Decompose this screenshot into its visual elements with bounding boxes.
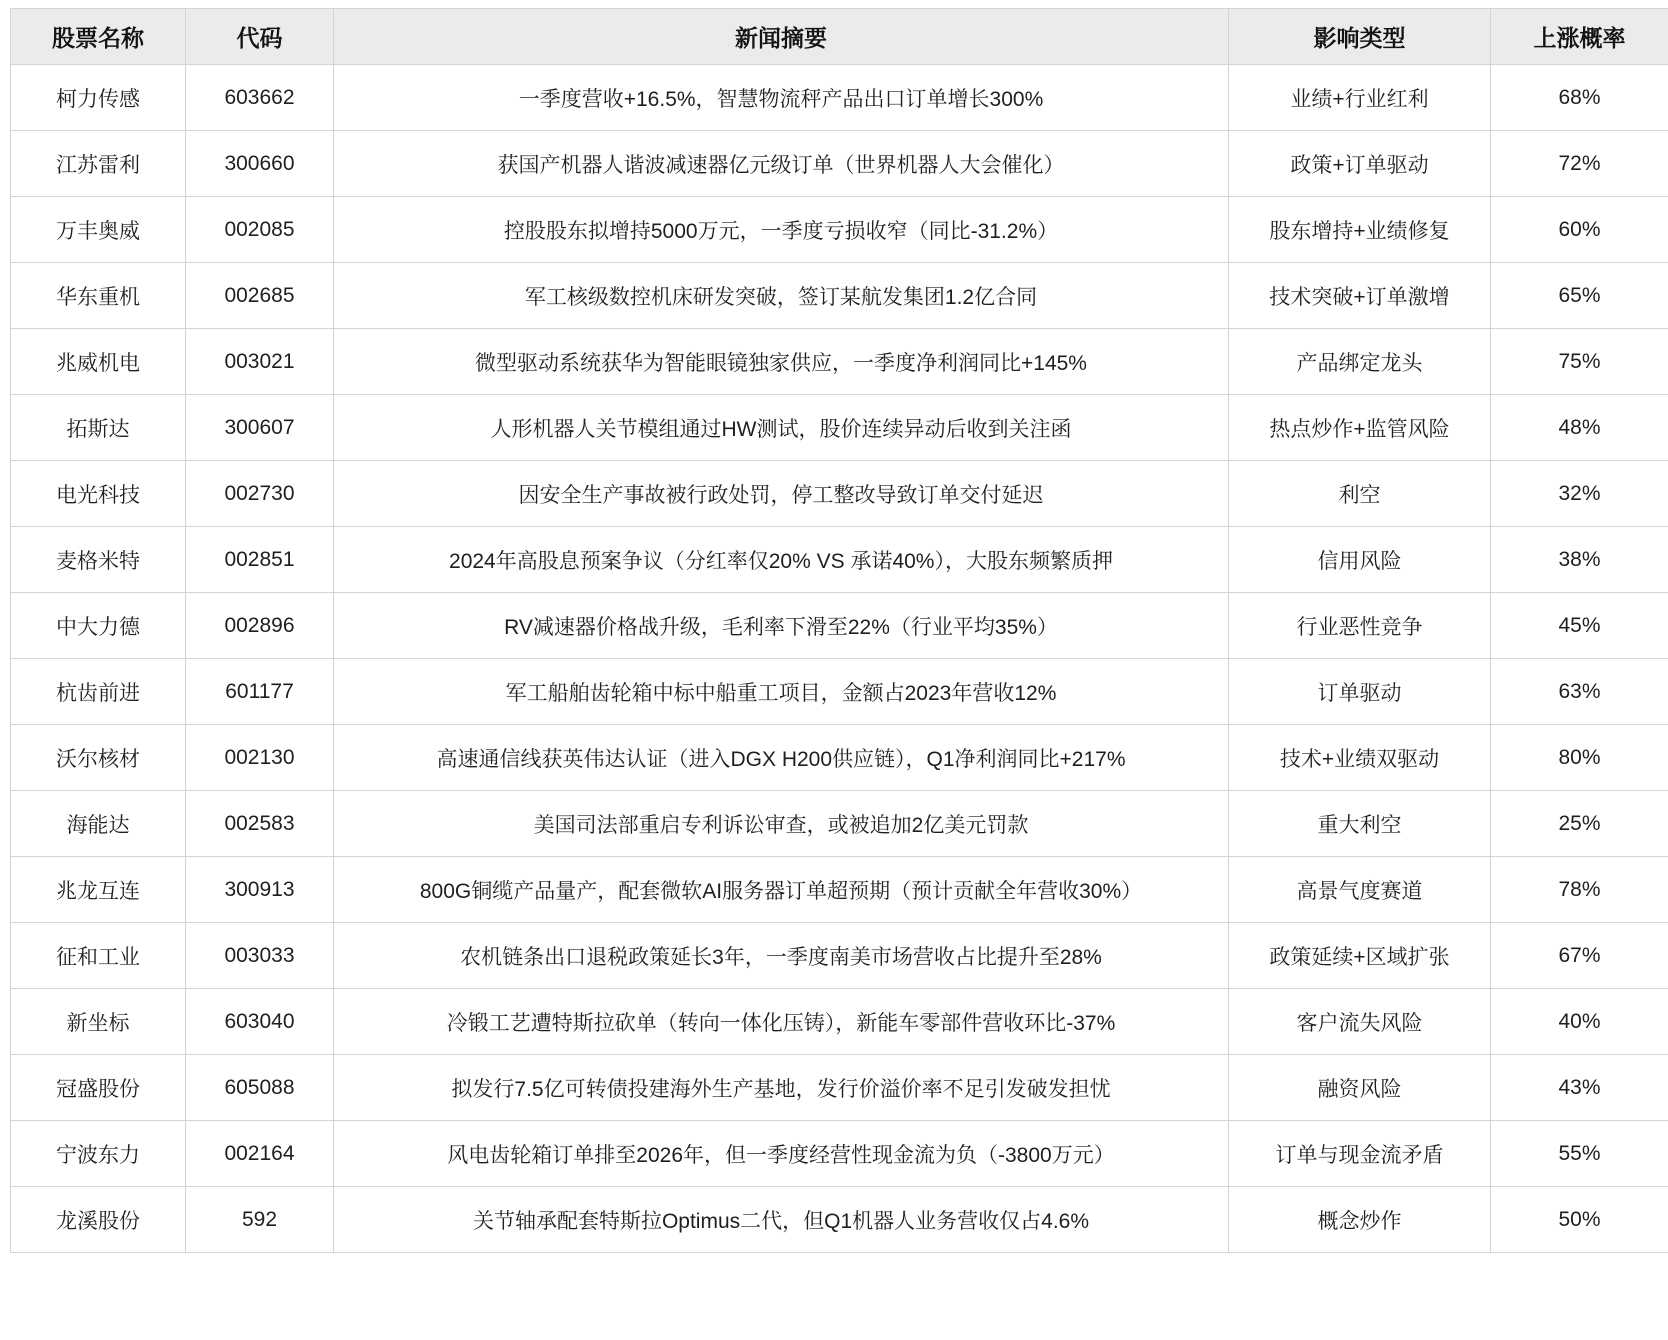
code-cell: 002085 bbox=[186, 197, 334, 263]
probability-cell: 25% bbox=[1491, 791, 1668, 857]
news-cell: 控股股东拟增持5000万元，一季度亏损收窄（同比-31.2%） bbox=[334, 197, 1229, 263]
code-cell: 605088 bbox=[186, 1055, 334, 1121]
table-row bbox=[11, 1187, 1668, 1253]
code-cell: 601177 bbox=[186, 659, 334, 725]
table-row bbox=[11, 923, 1668, 989]
probability-cell: 72% bbox=[1491, 131, 1668, 197]
probability-cell: 45% bbox=[1491, 593, 1668, 659]
probability-cell: 68% bbox=[1491, 65, 1668, 131]
news-cell: 冷锻工艺遭特斯拉砍单（转向一体化压铸），新能车零部件营收环比-37% bbox=[334, 989, 1229, 1055]
news-cell: 军工船舶齿轮箱中标中船重工项目，金额占2023年营收12% bbox=[334, 659, 1229, 725]
name-cell: 海能达 bbox=[11, 791, 186, 857]
table-row bbox=[11, 1121, 1668, 1187]
news-cell: 关节轴承配套特斯拉Optimus二代，但Q1机器人业务营收仅占4.6% bbox=[334, 1187, 1229, 1253]
name-cell: 江苏雷利 bbox=[11, 131, 186, 197]
news-cell: 800G铜缆产品量产，配套微软AI服务器订单超预期（预计贡献全年营收30%） bbox=[334, 857, 1229, 923]
code-cell: 300660 bbox=[186, 131, 334, 197]
probability-cell: 40% bbox=[1491, 989, 1668, 1055]
probability-cell: 60% bbox=[1491, 197, 1668, 263]
name-cell: 龙溪股份 bbox=[11, 1187, 186, 1253]
code-cell: 603040 bbox=[186, 989, 334, 1055]
impact-cell: 订单驱动 bbox=[1229, 659, 1491, 725]
news-cell: 一季度营收+16.5%，智慧物流秤产品出口订单增长300% bbox=[334, 65, 1229, 131]
news-cell: 美国司法部重启专利诉讼审查，或被追加2亿美元罚款 bbox=[334, 791, 1229, 857]
code-cell: 300607 bbox=[186, 395, 334, 461]
table-row bbox=[11, 263, 1668, 329]
column-header-probability: 上涨概率 bbox=[1491, 9, 1668, 65]
name-cell: 华东重机 bbox=[11, 263, 186, 329]
table-body bbox=[11, 65, 1668, 1253]
news-cell: 获国产机器人谐波减速器亿元级订单（世界机器人大会催化） bbox=[334, 131, 1229, 197]
column-header-name: 股票名称 bbox=[11, 9, 186, 65]
name-cell: 柯力传感 bbox=[11, 65, 186, 131]
news-cell: 因安全生产事故被行政处罚，停工整改导致订单交付延迟 bbox=[334, 461, 1229, 527]
column-header-news: 新闻摘要 bbox=[334, 9, 1229, 65]
impact-cell: 融资风险 bbox=[1229, 1055, 1491, 1121]
probability-cell: 55% bbox=[1491, 1121, 1668, 1187]
table-row bbox=[11, 461, 1668, 527]
stock-news-table bbox=[10, 8, 1668, 1253]
probability-cell: 50% bbox=[1491, 1187, 1668, 1253]
impact-cell: 政策+订单驱动 bbox=[1229, 131, 1491, 197]
name-cell: 沃尔核材 bbox=[11, 725, 186, 791]
code-cell: 002851 bbox=[186, 527, 334, 593]
probability-cell: 63% bbox=[1491, 659, 1668, 725]
table-row bbox=[11, 65, 1668, 131]
table-row bbox=[11, 989, 1668, 1055]
impact-cell: 股东增持+业绩修复 bbox=[1229, 197, 1491, 263]
impact-cell: 技术突破+订单激增 bbox=[1229, 263, 1491, 329]
name-cell: 万丰奥威 bbox=[11, 197, 186, 263]
name-cell: 杭齿前进 bbox=[11, 659, 186, 725]
news-cell: 军工核级数控机床研发突破，签订某航发集团1.2亿合同 bbox=[334, 263, 1229, 329]
impact-cell: 概念炒作 bbox=[1229, 1187, 1491, 1253]
probability-cell: 65% bbox=[1491, 263, 1668, 329]
table-row bbox=[11, 527, 1668, 593]
table-header bbox=[11, 9, 1668, 65]
probability-cell: 75% bbox=[1491, 329, 1668, 395]
column-header-code: 代码 bbox=[186, 9, 334, 65]
table-row bbox=[11, 395, 1668, 461]
code-cell: 003033 bbox=[186, 923, 334, 989]
impact-cell: 产品绑定龙头 bbox=[1229, 329, 1491, 395]
name-cell: 兆龙互连 bbox=[11, 857, 186, 923]
name-cell: 征和工业 bbox=[11, 923, 186, 989]
probability-cell: 48% bbox=[1491, 395, 1668, 461]
code-cell: 003021 bbox=[186, 329, 334, 395]
table-row bbox=[11, 329, 1668, 395]
code-cell: 002685 bbox=[186, 263, 334, 329]
news-cell: 高速通信线获英伟达认证（进入DGX H200供应链），Q1净利润同比+217% bbox=[334, 725, 1229, 791]
impact-cell: 客户流失风险 bbox=[1229, 989, 1491, 1055]
code-cell: 002896 bbox=[186, 593, 334, 659]
news-cell: 农机链条出口退税政策延长3年，一季度南美市场营收占比提升至28% bbox=[334, 923, 1229, 989]
table-row bbox=[11, 593, 1668, 659]
name-cell: 新坐标 bbox=[11, 989, 186, 1055]
impact-cell: 行业恶性竞争 bbox=[1229, 593, 1491, 659]
code-cell: 002130 bbox=[186, 725, 334, 791]
impact-cell: 高景气度赛道 bbox=[1229, 857, 1491, 923]
column-header-impact: 影响类型 bbox=[1229, 9, 1491, 65]
news-cell: 微型驱动系统获华为智能眼镜独家供应，一季度净利润同比+145% bbox=[334, 329, 1229, 395]
impact-cell: 业绩+行业红利 bbox=[1229, 65, 1491, 131]
news-cell: 拟发行7.5亿可转债投建海外生产基地，发行价溢价率不足引发破发担忧 bbox=[334, 1055, 1229, 1121]
table-row bbox=[11, 197, 1668, 263]
news-cell: 风电齿轮箱订单排至2026年，但一季度经营性现金流为负（-3800万元） bbox=[334, 1121, 1229, 1187]
code-cell: 002164 bbox=[186, 1121, 334, 1187]
impact-cell: 政策延续+区域扩张 bbox=[1229, 923, 1491, 989]
table-row bbox=[11, 1055, 1668, 1121]
probability-cell: 80% bbox=[1491, 725, 1668, 791]
impact-cell: 热点炒作+监管风险 bbox=[1229, 395, 1491, 461]
probability-cell: 78% bbox=[1491, 857, 1668, 923]
probability-cell: 32% bbox=[1491, 461, 1668, 527]
impact-cell: 利空 bbox=[1229, 461, 1491, 527]
table-row bbox=[11, 791, 1668, 857]
news-cell: 2024年高股息预案争议（分红率仅20% VS 承诺40%），大股东频繁质押 bbox=[334, 527, 1229, 593]
table-row bbox=[11, 131, 1668, 197]
probability-cell: 67% bbox=[1491, 923, 1668, 989]
table-row bbox=[11, 725, 1668, 791]
probability-cell: 38% bbox=[1491, 527, 1668, 593]
probability-cell: 43% bbox=[1491, 1055, 1668, 1121]
name-cell: 中大力德 bbox=[11, 593, 186, 659]
name-cell: 麦格米特 bbox=[11, 527, 186, 593]
news-cell: RV减速器价格战升级，毛利率下滑至22%（行业平均35%） bbox=[334, 593, 1229, 659]
code-cell: 603662 bbox=[186, 65, 334, 131]
impact-cell: 订单与现金流矛盾 bbox=[1229, 1121, 1491, 1187]
impact-cell: 技术+业绩双驱动 bbox=[1229, 725, 1491, 791]
news-cell: 人形机器人关节模组通过HW测试，股价连续异动后收到关注函 bbox=[334, 395, 1229, 461]
name-cell: 兆威机电 bbox=[11, 329, 186, 395]
name-cell: 冠盛股份 bbox=[11, 1055, 186, 1121]
stock-news-table-container bbox=[10, 8, 1668, 1253]
header-row bbox=[11, 9, 1668, 65]
name-cell: 拓斯达 bbox=[11, 395, 186, 461]
impact-cell: 信用风险 bbox=[1229, 527, 1491, 593]
name-cell: 宁波东力 bbox=[11, 1121, 186, 1187]
table-row bbox=[11, 857, 1668, 923]
code-cell: 002730 bbox=[186, 461, 334, 527]
code-cell: 592 bbox=[186, 1187, 334, 1253]
name-cell: 电光科技 bbox=[11, 461, 186, 527]
code-cell: 002583 bbox=[186, 791, 334, 857]
table-row bbox=[11, 659, 1668, 725]
impact-cell: 重大利空 bbox=[1229, 791, 1491, 857]
code-cell: 300913 bbox=[186, 857, 334, 923]
